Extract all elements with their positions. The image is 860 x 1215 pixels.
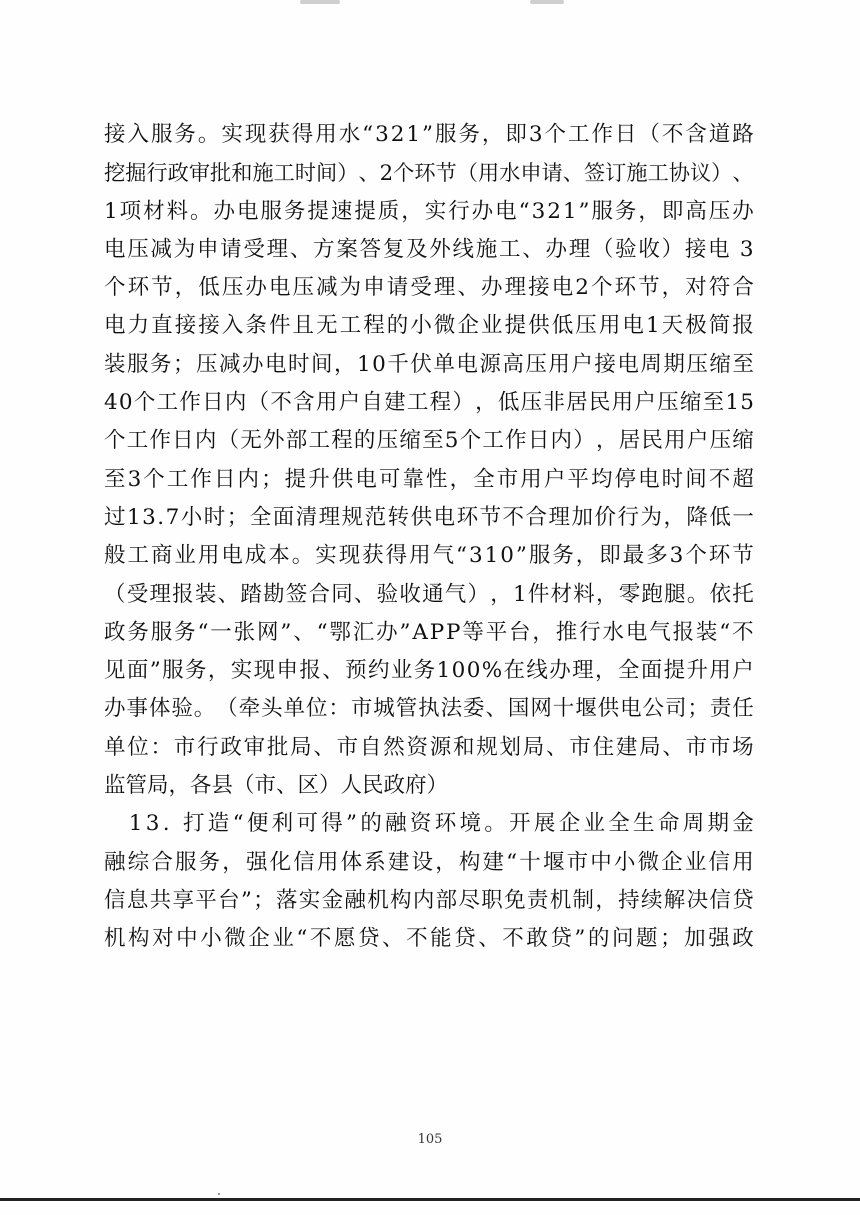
- text-line: 信 息 共 享 平 台 ” ； 落 实 金 融 机 构 内 部 尽 职 免 责 机 制 ， 持 续 解 决 信 贷: [104, 887, 754, 913]
- text-line: 单 位 ： 市 行 政 审 批 局 、 市 自 然 资 源 和 规 划 局 、 市 住 建 局 、 市 市 场: [104, 734, 754, 760]
- text-line: 个 环 节 ， 低 压 办 电 压 减 为 申 请 受 理 、 办 理 接 电 2 个 环 节 ， 对 符 合: [104, 275, 754, 301]
- text-line: 般 工 商 业 用 电 成 本 。 实 现 获 得 用 气 “ 3 1 0 ” 服 务 ， 即 最 多 3 个 环 节: [104, 543, 754, 569]
- text-line: 监管局，各县（市、区）人民政府）: [104, 773, 449, 799]
- body-text: [104, 116, 754, 959]
- bottom-rule: [0, 1198, 860, 1201]
- text-line: 见 面 ” 服 务 ， 实 现 申 报 、 预 约 业 务 1 0 0 % 在 线 办 理 ， 全 面 提 升 用 户: [104, 658, 754, 684]
- text-line: 电 压 减 为 申 请 受 理 、 方 案 答 复 及 外 线 施 工 、 办 理 （ 验 收 ） 接 电 3: [104, 236, 754, 262]
- text-line: 个 工 作 日 内 （ 无 外 部 工 程 的 压 缩 至 5 个 工 作 日 内 ） ， 居 民 用 户 压 缩: [104, 428, 754, 454]
- text-line: 挖 掘 行 政 审 批 和 施 工 时 间 ） 、 2 个 环 节 （ 用 水 申 请 、 签 订 施 工 协 议 ） 、: [104, 160, 754, 186]
- text-line: 1 项 材 料 。 办 电 服 务 提 速 提 质 ， 实 行 办 电 “ 3 2 1 ” 服 务 ， 即 高 压 办: [104, 198, 754, 224]
- scan-mark: [530, 0, 564, 4]
- scan-mark: [300, 0, 340, 4]
- text-line: 办 事 体 验 。 （ 牵 头 单 位 ： 市 城 管 执 法 委 、 国 网 十 堰 供 电 公 司 ； 责 任: [104, 696, 754, 722]
- text-line: 融 综 合 服 务 ， 强 化 信 用 体 系 建 设 ， 构 建 “ 十 堰 市 中 小 微 企 业 信 用: [104, 849, 754, 875]
- scan-edge-marks: [0, 0, 860, 12]
- text-line: 机 构 对 中 小 微 企 业 “ 不 愿 贷 、 不 能 贷 、 不 敢 贷 ” 的 问 题 ； 加 强 政: [104, 926, 754, 952]
- text-line: 接 入 服 务 。 实 现 获 得 用 水 “ 3 2 1 ” 服 务 ， 即 3 个 工 作 日 （ 不 含 道 路: [104, 122, 754, 147]
- text-line: 至 3 个 工 作 日 内 ； 提 升 供 电 可 靠 性 ， 全 市 用 户 平 均 停 电 时 间 不 超: [104, 466, 754, 492]
- scan-speck: [218, 1193, 220, 1195]
- text-line: 过 1 3 . 7 小 时 ； 全 面 清 理 规 范 转 供 电 环 节 不 合 理 加 价 行 为 ， 降 低 一: [104, 504, 754, 530]
- page-number: 105: [417, 1132, 443, 1147]
- text-line: 电 力 直 接 接 入 条 件 且 无 工 程 的 小 微 企 业 提 供 低 压 用 电 1 天 极 简 报: [104, 313, 754, 339]
- text-line: 1 3 . 打 造 “ 便 利 可 得 ” 的 融 资 环 境 。 开 展 企 业 全 生 命 周 期 金: [128, 811, 754, 837]
- text-line: （ 受 理 报 装 、 踏 勘 签 合 同 、 验 收 通 气 ） ， 1 件 材 料 ， 零 跑 腿 。 依 托: [104, 581, 754, 607]
- text-line: 装 服 务 ； 压 减 办 电 时 间 ， 1 0 千 伏 单 电 源 高 压 用 户 接 电 周 期 压 缩 至: [104, 351, 754, 377]
- text-line: 政 务 服 务 “ 一 张 网 ” 、 “ 鄂 汇 办 ” A P P 等 平 台 ， 推 行 水 电 气 报 装 “ 不: [104, 619, 754, 645]
- text-line: 4 0 个 工 作 日 内 （ 不 含 用 户 自 建 工 程 ） ， 低 压 非 居 民 用 户 压 缩 至 1 5: [104, 390, 754, 416]
